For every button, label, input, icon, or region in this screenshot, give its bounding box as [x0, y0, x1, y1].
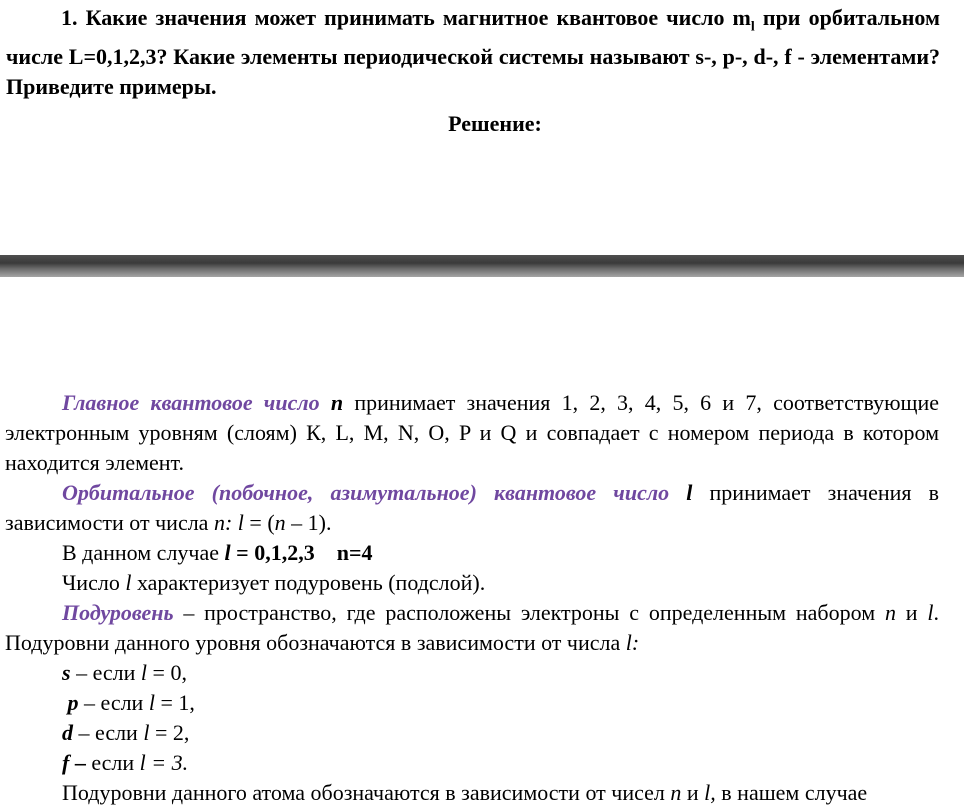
paragraph-text: . Подуровни данного уровня обозначаются в зависимости от числа [5, 600, 939, 655]
dash: – [69, 750, 86, 775]
paragraph-text: если [85, 750, 140, 775]
n-value: n=4 [336, 540, 373, 565]
paragraph-text: принимает значения в зависимости от числа [5, 480, 940, 535]
l-values: = 0,1,2,3 [230, 540, 315, 565]
paragraph-principal-quantum-number [5, 388, 939, 478]
paragraph-text: Подуровни данного атома обозначаются в зависимости от чисел [62, 780, 671, 805]
paragraph-text: – пространство, где расположены электроны с определенным набором [173, 600, 885, 625]
symbol-l: l [686, 480, 693, 505]
sublevel-letter-d: d [62, 720, 73, 745]
paragraph-text: принимает значения 1, 2, 3, 4, 5, 6 и 7, соответствующие электронным уровням (слоям) К, L, M, N, O, P и Q и совпадает с номером периода в котором находится элемент. [5, 390, 939, 475]
paragraph-text: в нашем случае [715, 780, 868, 805]
symbol-l: l [139, 750, 146, 775]
symbol-n: n [330, 390, 344, 415]
symbol-l: l [224, 540, 231, 565]
question-body-end: при орбитальном числе L=0,1,2,3? Какие элементы периодической системы называют s-, p-, d-, f - элементами? Приведите примеры. [6, 5, 940, 100]
question-subscript: l [750, 19, 755, 35]
spacer [315, 540, 337, 565]
paragraph-text: – если [73, 720, 144, 745]
value: = 2, [149, 720, 190, 745]
symbol-n: n [274, 510, 286, 535]
solution-body [5, 388, 939, 808]
sublevel-p-line [5, 688, 939, 718]
question-number: 1. [61, 5, 78, 30]
formula-end: – 1). [285, 510, 332, 535]
term-orbital-quantum-number: Орбитальное (побочное, азимутальное) квантовое число [62, 480, 670, 505]
value: = 3. [145, 750, 189, 775]
sublevel-d-line [5, 718, 939, 748]
colon: : [224, 510, 238, 535]
paragraph-sublevels-atom [5, 778, 939, 808]
sublevel-letter-s: s [62, 660, 71, 685]
symbol-l: l [140, 660, 148, 685]
value: = 1, [154, 690, 195, 715]
term-principal-quantum-number: Главное квантовое число [62, 390, 320, 415]
symbol-n: n [213, 510, 225, 535]
paragraph-text: – если [70, 660, 141, 685]
symbol-l: l, [704, 780, 716, 805]
paragraph-orbital-quantum-number [5, 478, 939, 538]
symbol-l: l [125, 570, 132, 595]
value: = 0, [147, 660, 187, 685]
symbol-n: n [884, 600, 896, 625]
sublevel-letter-p: p [67, 690, 79, 715]
paragraph-text: характеризует подуровень (подслой). [131, 570, 486, 595]
paragraph-text: и [681, 780, 705, 805]
symbol-l: l: [625, 630, 640, 655]
paragraph-this-case [5, 538, 939, 568]
symbol-l: l [927, 600, 934, 625]
page-divider [0, 255, 964, 277]
sublevel-letter-f: f [62, 750, 70, 775]
paragraph-text: В данном случае [62, 540, 225, 565]
question-text [6, 3, 940, 102]
question-body-start: Какие значения может принимать магнитное квантовое число m [85, 5, 751, 30]
symbol-n: n [670, 780, 682, 805]
symbol-l: l [143, 720, 150, 745]
paragraph-text: – если [78, 690, 149, 715]
paragraph-text: и [895, 600, 928, 625]
symbol-l: l [237, 510, 244, 535]
symbol-l: l [148, 690, 155, 715]
formula-mid: = ( [243, 510, 275, 535]
term-sublevel: Подуровень [62, 600, 174, 625]
solution-heading: Решение: [448, 111, 542, 136]
paragraph-l-characterizes [5, 568, 939, 598]
paragraph-text: Число [62, 570, 126, 595]
sublevel-f-line [5, 748, 939, 778]
paragraph-sublevel [5, 598, 939, 658]
sublevel-s-line [5, 658, 939, 688]
